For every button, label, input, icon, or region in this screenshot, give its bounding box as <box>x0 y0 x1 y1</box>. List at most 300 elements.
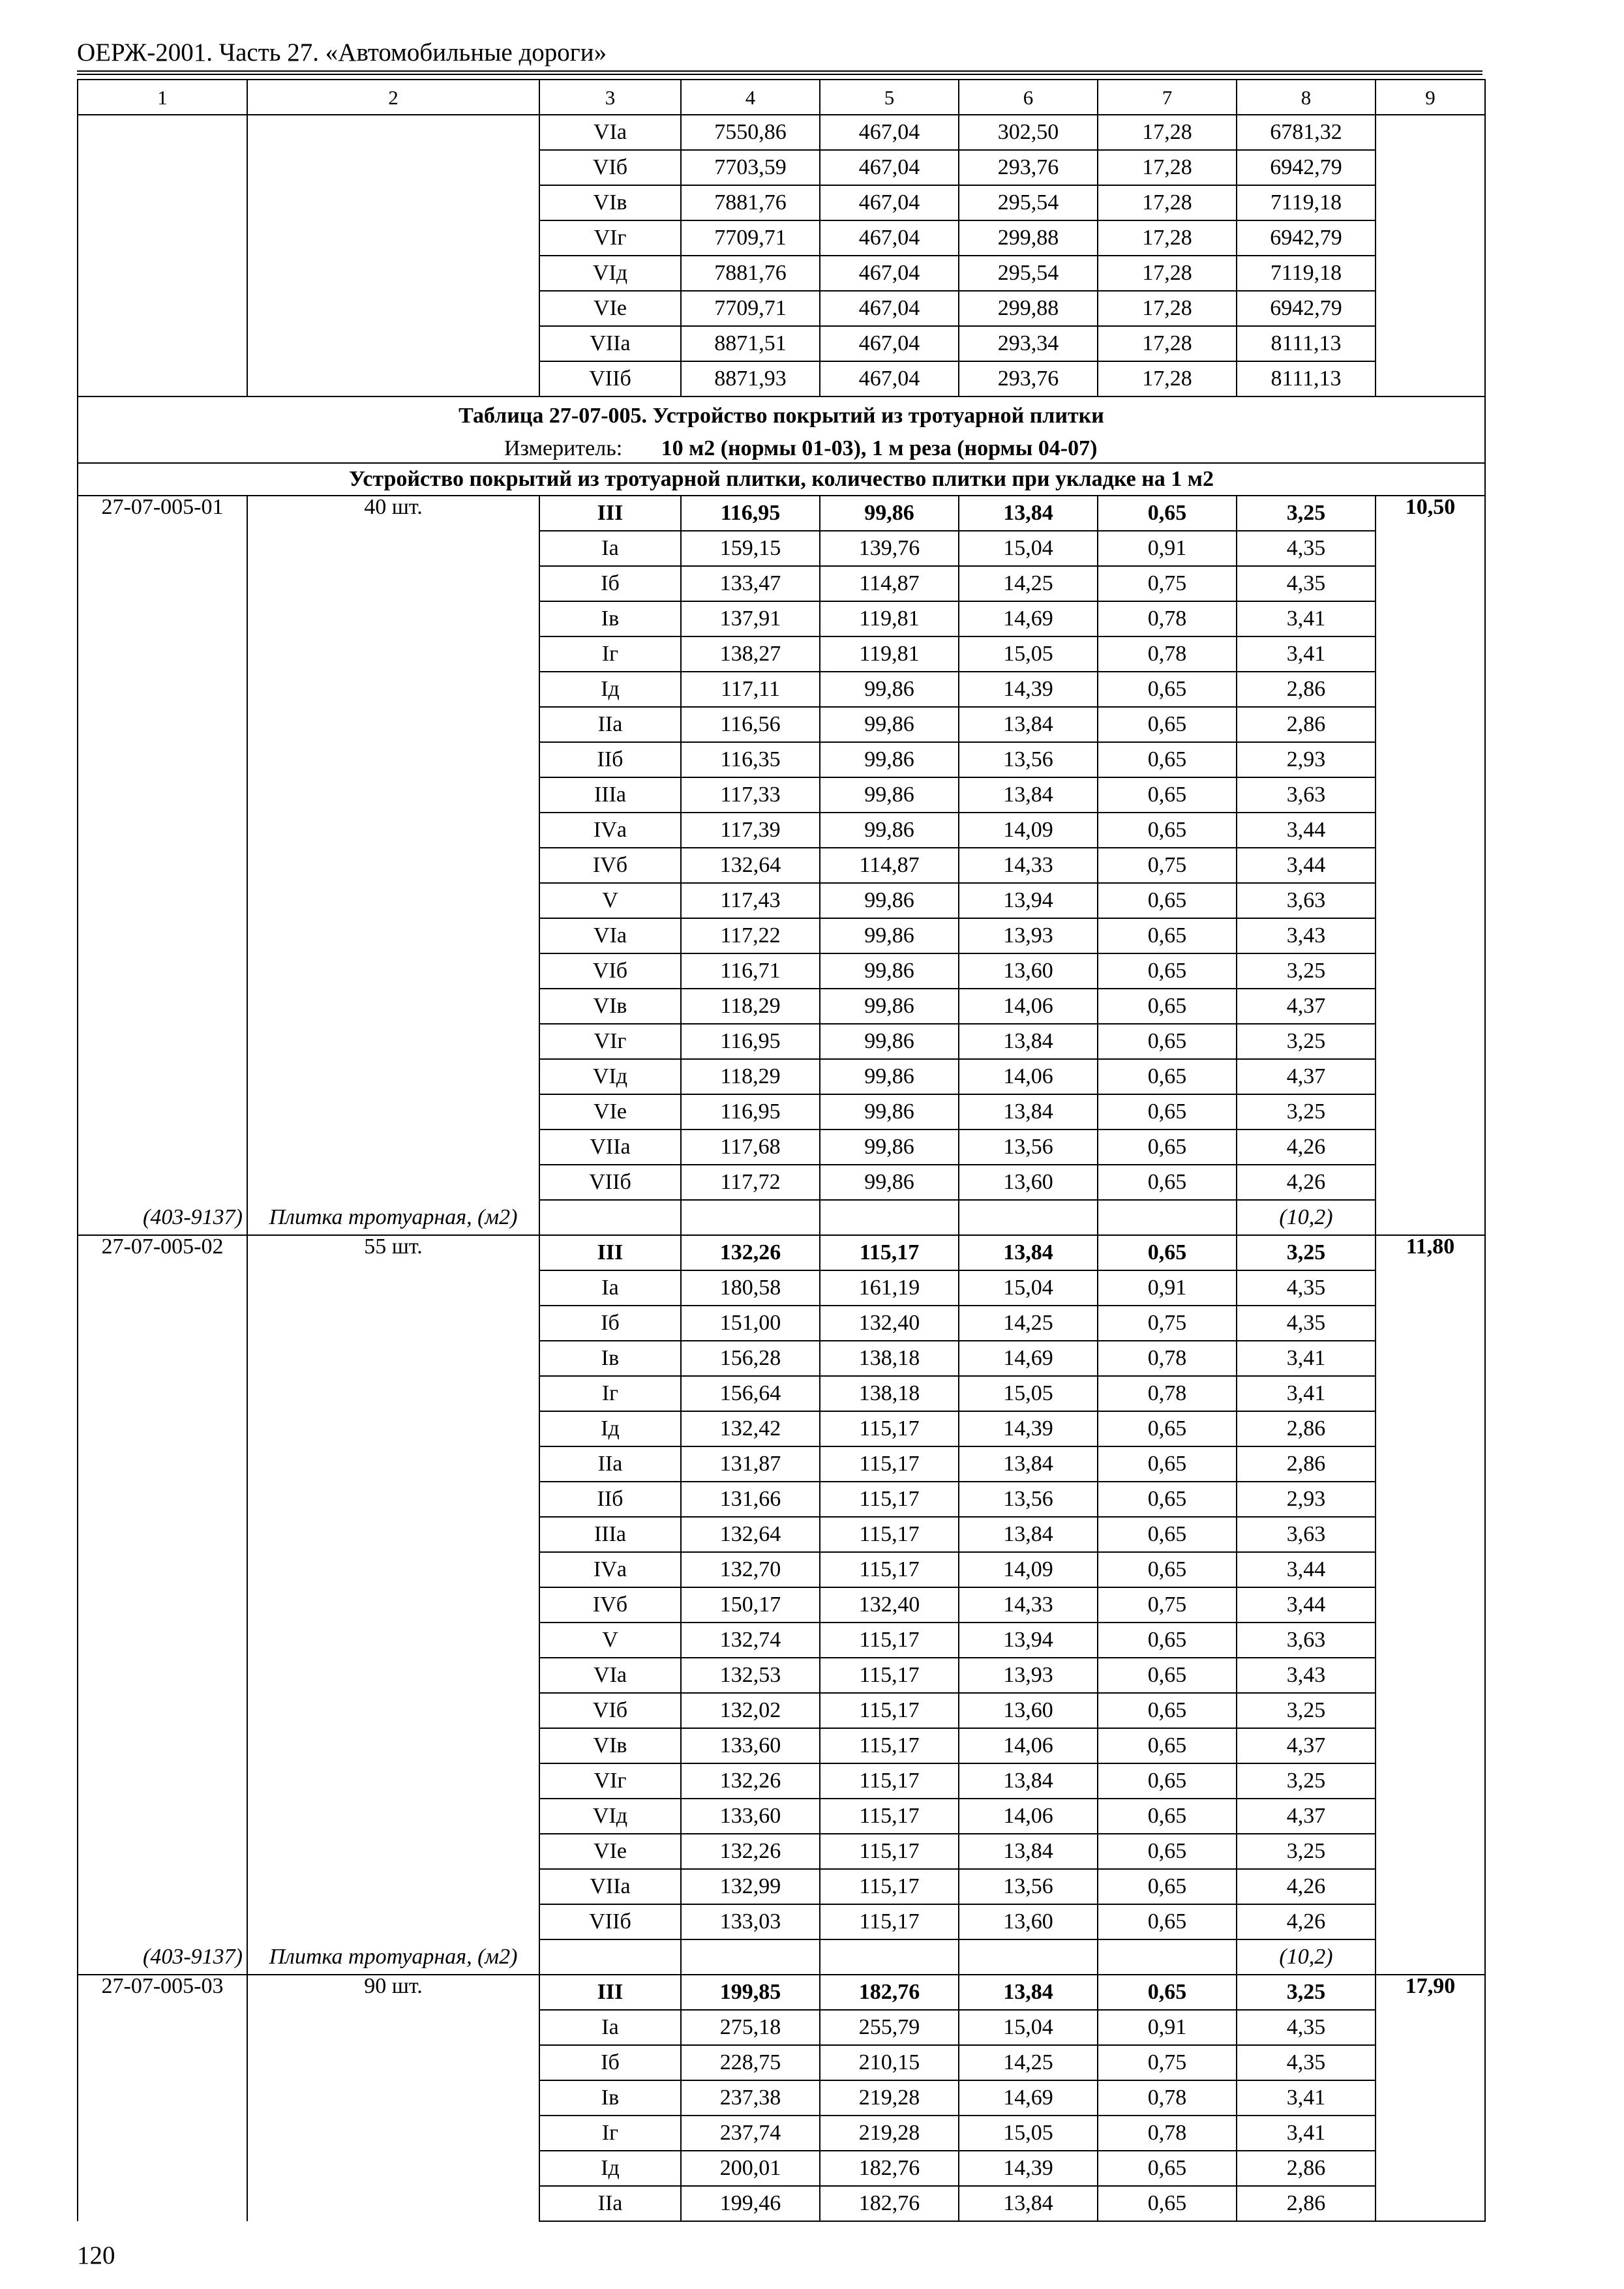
col9-cell <box>1376 220 1485 256</box>
value-cell: 13,60 <box>959 953 1098 989</box>
value-cell: 14,39 <box>959 672 1098 707</box>
empty-cell <box>959 1200 1098 1235</box>
value-cell: 132,26 <box>681 1235 820 1270</box>
value-cell: 131,66 <box>681 1482 820 1517</box>
value-cell: 132,02 <box>681 1693 820 1728</box>
value-cell: 119,81 <box>820 636 959 672</box>
norm-code: 27-07-005-03 <box>78 1975 247 2221</box>
section-row <box>78 463 1485 496</box>
value-cell: VIIб <box>539 1904 681 1939</box>
value-cell: 14,06 <box>959 1728 1098 1763</box>
value-cell: 4,26 <box>1237 1130 1376 1165</box>
desc-cell <box>247 185 539 220</box>
value-cell: 115,17 <box>820 1658 959 1693</box>
value-cell: 7881,76 <box>681 185 820 220</box>
value-cell: VIе <box>539 1094 681 1130</box>
value-cell: 0,65 <box>1098 883 1237 918</box>
value-cell: 0,65 <box>1098 1482 1237 1517</box>
value-cell: 3,63 <box>1237 883 1376 918</box>
value-cell: 0,91 <box>1098 531 1237 566</box>
value-cell: 295,54 <box>959 256 1098 291</box>
value-cell: 0,65 <box>1098 953 1237 989</box>
col9-cell <box>1376 361 1485 396</box>
table-row <box>78 496 1485 531</box>
material-code: (403-9137) <box>78 1939 247 1975</box>
value-cell: 99,86 <box>820 707 959 742</box>
value-cell: 99,86 <box>820 1130 959 1165</box>
value-cell: 17,28 <box>1098 326 1237 361</box>
value-cell: 117,11 <box>681 672 820 707</box>
value-cell: VIIа <box>539 1130 681 1165</box>
value-cell: 6942,79 <box>1237 291 1376 326</box>
value-cell: 14,25 <box>959 566 1098 601</box>
value-cell: 13,84 <box>959 1763 1098 1799</box>
value-cell: 467,04 <box>820 150 959 185</box>
column-header: 2 <box>247 80 539 115</box>
value-cell: 118,29 <box>681 1059 820 1094</box>
code-cell <box>78 115 247 150</box>
value-cell: 8871,93 <box>681 361 820 396</box>
value-cell: 115,17 <box>820 1517 959 1552</box>
value-cell: 4,26 <box>1237 1869 1376 1904</box>
value-cell: 132,53 <box>681 1658 820 1693</box>
code-cell <box>78 291 247 326</box>
value-cell: 0,75 <box>1098 1306 1237 1341</box>
value-cell: 0,65 <box>1098 1094 1237 1130</box>
value-cell: 199,85 <box>681 1975 820 2010</box>
value-cell: 14,25 <box>959 2045 1098 2080</box>
value-cell: IVа <box>539 1552 681 1587</box>
value-cell: 0,65 <box>1098 1024 1237 1059</box>
value-cell: 17,28 <box>1098 150 1237 185</box>
table-title <box>78 396 1485 434</box>
empty-cell <box>1098 1939 1237 1975</box>
page-number: 120 <box>77 2241 115 2269</box>
value-cell: VIIб <box>539 1165 681 1200</box>
table-row <box>78 326 1485 361</box>
value-cell: 114,87 <box>820 566 959 601</box>
material-qty: (10,2) <box>1237 1939 1376 1975</box>
value-cell: 13,84 <box>959 1975 1098 2010</box>
empty-cell <box>820 1200 959 1235</box>
value-cell: 3,63 <box>1237 777 1376 813</box>
empty-cell <box>1098 1200 1237 1235</box>
value-cell: 114,87 <box>820 848 959 883</box>
value-cell: 0,78 <box>1098 1341 1237 1376</box>
col9-cell <box>1376 115 1485 150</box>
value-cell: IIIа <box>539 1517 681 1552</box>
value-cell: 14,69 <box>959 601 1098 636</box>
page-header-title: ОЕРЖ-2001. Часть 27. «Автомобильные дороги» <box>77 38 607 67</box>
value-cell: 13,84 <box>959 707 1098 742</box>
value-cell: 133,60 <box>681 1728 820 1763</box>
value-cell: 17,28 <box>1098 115 1237 150</box>
value-cell: 199,46 <box>681 2186 820 2221</box>
norms-table <box>77 79 1486 2222</box>
value-cell: 13,84 <box>959 2186 1098 2221</box>
value-cell: 0,65 <box>1098 742 1237 777</box>
desc-cell <box>247 150 539 185</box>
norm-desc: 90 шт. <box>247 1975 539 2221</box>
value-cell: 14,06 <box>959 1059 1098 1094</box>
table-title-row <box>78 396 1485 434</box>
value-cell: 0,65 <box>1098 989 1237 1024</box>
column-header: 1 <box>78 80 247 115</box>
column-header: 7 <box>1098 80 1237 115</box>
empty-cell <box>959 1939 1098 1975</box>
value-cell: Iг <box>539 1376 681 1411</box>
value-cell: 99,86 <box>820 672 959 707</box>
value-cell: 0,78 <box>1098 636 1237 672</box>
value-cell: 0,75 <box>1098 566 1237 601</box>
value-cell: 15,04 <box>959 2010 1098 2045</box>
column-header: 8 <box>1237 80 1376 115</box>
norm-col9: 11,80 <box>1376 1235 1485 1975</box>
value-cell: 13,93 <box>959 1658 1098 1693</box>
value-cell: 0,65 <box>1098 2186 1237 2221</box>
value-cell: 2,86 <box>1237 1446 1376 1482</box>
header-rule <box>77 70 1482 72</box>
value-cell: 0,65 <box>1098 777 1237 813</box>
value-cell: 14,09 <box>959 1552 1098 1587</box>
measure-row <box>78 434 1485 463</box>
value-cell: 295,54 <box>959 185 1098 220</box>
value-cell: 13,56 <box>959 1869 1098 1904</box>
value-cell: 15,05 <box>959 2116 1098 2151</box>
column-header: 3 <box>539 80 681 115</box>
col9-cell <box>1376 150 1485 185</box>
value-cell: 3,41 <box>1237 636 1376 672</box>
value-cell: 3,25 <box>1237 1763 1376 1799</box>
value-cell: 0,65 <box>1098 1552 1237 1587</box>
value-cell: 3,25 <box>1237 1834 1376 1869</box>
value-cell: 116,56 <box>681 707 820 742</box>
value-cell: IIа <box>539 1446 681 1482</box>
table-row <box>78 361 1485 396</box>
value-cell: 0,75 <box>1098 848 1237 883</box>
value-cell: 467,04 <box>820 185 959 220</box>
value-cell: Iг <box>539 2116 681 2151</box>
value-cell: 299,88 <box>959 220 1098 256</box>
value-cell: 7119,18 <box>1237 256 1376 291</box>
material-code: (403-9137) <box>78 1200 247 1235</box>
value-cell: 4,26 <box>1237 1904 1376 1939</box>
value-cell: 138,27 <box>681 636 820 672</box>
value-cell: 6781,32 <box>1237 115 1376 150</box>
value-cell: 118,29 <box>681 989 820 1024</box>
table-row <box>78 220 1485 256</box>
value-cell: 14,69 <box>959 1341 1098 1376</box>
value-cell: 2,86 <box>1237 672 1376 707</box>
column-header: 5 <box>820 80 959 115</box>
value-cell: 0,65 <box>1098 1693 1237 1728</box>
value-cell: 161,19 <box>820 1270 959 1306</box>
value-cell: 0,65 <box>1098 707 1237 742</box>
column-header-row <box>78 80 1485 115</box>
value-cell: 132,40 <box>820 1306 959 1341</box>
col9-cell <box>1376 291 1485 326</box>
value-cell: IIа <box>539 707 681 742</box>
value-cell: 6942,79 <box>1237 150 1376 185</box>
value-cell: 159,15 <box>681 531 820 566</box>
value-cell: 13,60 <box>959 1165 1098 1200</box>
col9-cell <box>1376 185 1485 220</box>
value-cell: III <box>539 496 681 531</box>
value-cell: 4,35 <box>1237 566 1376 601</box>
value-cell: 7881,76 <box>681 256 820 291</box>
value-cell: 132,64 <box>681 1517 820 1552</box>
value-cell: 115,17 <box>820 1904 959 1939</box>
value-cell: 117,72 <box>681 1165 820 1200</box>
value-cell: 115,17 <box>820 1799 959 1834</box>
empty-cell <box>681 1200 820 1235</box>
value-cell: 0,75 <box>1098 2045 1237 2080</box>
value-cell: 4,35 <box>1237 2045 1376 2080</box>
table-row <box>78 115 1485 150</box>
value-cell: 14,09 <box>959 813 1098 848</box>
value-cell: 99,86 <box>820 1059 959 1094</box>
value-cell: 3,43 <box>1237 1658 1376 1693</box>
value-cell: 3,44 <box>1237 848 1376 883</box>
value-cell: 15,04 <box>959 531 1098 566</box>
desc-cell <box>247 326 539 361</box>
table-title-text: Таблица 27-07-005. Устройство покрытий из тротуарной плитки <box>459 403 1104 428</box>
value-cell: 210,15 <box>820 2045 959 2080</box>
value-cell: Iг <box>539 636 681 672</box>
value-cell: 219,28 <box>820 2116 959 2151</box>
value-cell: 0,91 <box>1098 2010 1237 2045</box>
value-cell: VIIб <box>539 361 681 396</box>
value-cell: 293,76 <box>959 150 1098 185</box>
material-name: Плитка тротуарная, (м2) <box>247 1200 539 1235</box>
value-cell: VIб <box>539 1693 681 1728</box>
value-cell: 3,44 <box>1237 1552 1376 1587</box>
norm-desc: 40 шт. <box>247 496 539 1200</box>
value-cell: 2,86 <box>1237 2151 1376 2186</box>
value-cell: 3,25 <box>1237 1975 1376 2010</box>
value-cell: 132,74 <box>681 1623 820 1658</box>
value-cell: 17,28 <box>1098 291 1237 326</box>
value-cell: 3,41 <box>1237 2080 1376 2116</box>
value-cell: 99,86 <box>820 813 959 848</box>
table-row <box>78 185 1485 220</box>
value-cell: 2,86 <box>1237 707 1376 742</box>
norm-code: 27-07-005-01 <box>78 496 247 1200</box>
value-cell: 14,39 <box>959 2151 1098 2186</box>
value-cell: VIб <box>539 150 681 185</box>
value-cell: 0,65 <box>1098 2151 1237 2186</box>
value-cell: 117,43 <box>681 883 820 918</box>
value-cell: IIб <box>539 742 681 777</box>
measure <box>78 434 1485 463</box>
value-cell: 115,17 <box>820 1693 959 1728</box>
value-cell: 182,76 <box>820 1975 959 2010</box>
value-cell: 119,81 <box>820 601 959 636</box>
value-cell: Iа <box>539 2010 681 2045</box>
header-rule-2 <box>77 74 1482 75</box>
value-cell: 8111,13 <box>1237 361 1376 396</box>
value-cell: 99,86 <box>820 1165 959 1200</box>
value-cell: 14,33 <box>959 1587 1098 1623</box>
value-cell: VIд <box>539 1799 681 1834</box>
material-qty: (10,2) <box>1237 1200 1376 1235</box>
value-cell: 467,04 <box>820 115 959 150</box>
value-cell: 3,25 <box>1237 1094 1376 1130</box>
value-cell: 151,00 <box>681 1306 820 1341</box>
value-cell: V <box>539 1623 681 1658</box>
desc-cell <box>247 115 539 150</box>
value-cell: 275,18 <box>681 2010 820 2045</box>
value-cell: 99,86 <box>820 742 959 777</box>
value-cell: 3,25 <box>1237 1024 1376 1059</box>
value-cell: 3,44 <box>1237 813 1376 848</box>
code-cell <box>78 326 247 361</box>
value-cell: 117,22 <box>681 918 820 953</box>
col9-cell <box>1376 326 1485 361</box>
value-cell: VIг <box>539 1024 681 1059</box>
column-header: 6 <box>959 80 1098 115</box>
value-cell: 4,37 <box>1237 989 1376 1024</box>
value-cell: 99,86 <box>820 883 959 918</box>
value-cell: Iд <box>539 1411 681 1446</box>
value-cell: 13,84 <box>959 1094 1098 1130</box>
value-cell: 13,60 <box>959 1904 1098 1939</box>
desc-cell <box>247 256 539 291</box>
value-cell: VIв <box>539 1728 681 1763</box>
value-cell: 0,65 <box>1098 1411 1237 1446</box>
value-cell: 99,86 <box>820 496 959 531</box>
norm-desc: 55 шт. <box>247 1235 539 1939</box>
value-cell: 3,63 <box>1237 1517 1376 1552</box>
table-row <box>78 150 1485 185</box>
value-cell: IVб <box>539 848 681 883</box>
value-cell: 115,17 <box>820 1446 959 1482</box>
value-cell: 115,17 <box>820 1869 959 1904</box>
value-cell: 467,04 <box>820 220 959 256</box>
value-cell: 0,65 <box>1098 1235 1237 1270</box>
value-cell: 132,40 <box>820 1587 959 1623</box>
value-cell: 117,33 <box>681 777 820 813</box>
value-cell: 3,43 <box>1237 918 1376 953</box>
value-cell: 13,56 <box>959 1482 1098 1517</box>
value-cell: 3,25 <box>1237 1693 1376 1728</box>
value-cell: 13,56 <box>959 742 1098 777</box>
value-cell: 15,04 <box>959 1270 1098 1306</box>
value-cell: 180,58 <box>681 1270 820 1306</box>
value-cell: 17,28 <box>1098 185 1237 220</box>
norm-col9: 17,90 <box>1376 1975 1485 2221</box>
value-cell: Iд <box>539 2151 681 2186</box>
value-cell: 116,95 <box>681 496 820 531</box>
value-cell: 293,34 <box>959 326 1098 361</box>
value-cell: 13,84 <box>959 1446 1098 1482</box>
value-cell: 0,65 <box>1098 1623 1237 1658</box>
value-cell: 116,95 <box>681 1024 820 1059</box>
value-cell: 115,17 <box>820 1623 959 1658</box>
measure-label: Измеритель: <box>504 436 623 460</box>
value-cell: 14,33 <box>959 848 1098 883</box>
value-cell: 4,26 <box>1237 1165 1376 1200</box>
value-cell: 132,42 <box>681 1411 820 1446</box>
value-cell: VIв <box>539 989 681 1024</box>
value-cell: 17,28 <box>1098 256 1237 291</box>
value-cell: 219,28 <box>820 2080 959 2116</box>
value-cell: IVб <box>539 1587 681 1623</box>
empty-cell <box>820 1939 959 1975</box>
value-cell: VIа <box>539 115 681 150</box>
value-cell: 8111,13 <box>1237 326 1376 361</box>
value-cell: 13,84 <box>959 1834 1098 1869</box>
value-cell: 99,86 <box>820 953 959 989</box>
value-cell: 116,35 <box>681 742 820 777</box>
value-cell: 137,91 <box>681 601 820 636</box>
value-cell: 14,06 <box>959 1799 1098 1834</box>
value-cell: 467,04 <box>820 326 959 361</box>
value-cell: 17,28 <box>1098 220 1237 256</box>
value-cell: 4,35 <box>1237 2010 1376 2045</box>
value-cell: 0,65 <box>1098 813 1237 848</box>
value-cell: 156,64 <box>681 1376 820 1411</box>
value-cell: 14,39 <box>959 1411 1098 1446</box>
value-cell: 0,65 <box>1098 1763 1237 1799</box>
section-title: Устройство покрытий из тротуарной плитки, количество плитки при укладке на 1 м2 <box>78 463 1485 496</box>
value-cell: 0,78 <box>1098 2116 1237 2151</box>
value-cell: 0,65 <box>1098 1869 1237 1904</box>
code-cell <box>78 256 247 291</box>
value-cell: 156,28 <box>681 1341 820 1376</box>
value-cell: 4,35 <box>1237 1306 1376 1341</box>
value-cell: 133,47 <box>681 566 820 601</box>
value-cell: 3,25 <box>1237 1235 1376 1270</box>
value-cell: 115,17 <box>820 1235 959 1270</box>
value-cell: 15,05 <box>959 636 1098 672</box>
value-cell: 115,17 <box>820 1728 959 1763</box>
value-cell: 0,65 <box>1098 1904 1237 1939</box>
value-cell: 0,65 <box>1098 1165 1237 1200</box>
empty-cell <box>539 1939 681 1975</box>
value-cell: 115,17 <box>820 1411 959 1446</box>
value-cell: 0,65 <box>1098 1799 1237 1834</box>
value-cell: 99,86 <box>820 1094 959 1130</box>
norm-col9: 10,50 <box>1376 496 1485 1235</box>
value-cell: Iа <box>539 1270 681 1306</box>
value-cell: 7703,59 <box>681 150 820 185</box>
value-cell: 132,26 <box>681 1834 820 1869</box>
value-cell: V <box>539 883 681 918</box>
value-cell: 150,17 <box>681 1587 820 1623</box>
value-cell: 2,86 <box>1237 2186 1376 2221</box>
value-cell: 3,44 <box>1237 1587 1376 1623</box>
value-cell: 2,86 <box>1237 1411 1376 1446</box>
value-cell: 13,93 <box>959 918 1098 953</box>
value-cell: 4,35 <box>1237 531 1376 566</box>
material-name: Плитка тротуарная, (м2) <box>247 1939 539 1975</box>
value-cell: 293,76 <box>959 361 1098 396</box>
value-cell: 302,50 <box>959 115 1098 150</box>
value-cell: 13,84 <box>959 1517 1098 1552</box>
value-cell: 0,65 <box>1098 1975 1237 2010</box>
column-header: 9 <box>1376 80 1485 115</box>
value-cell: IVа <box>539 813 681 848</box>
value-cell: 17,28 <box>1098 361 1237 396</box>
value-cell: III <box>539 1975 681 2010</box>
value-cell: VIг <box>539 220 681 256</box>
value-cell: 116,95 <box>681 1094 820 1130</box>
code-cell <box>78 185 247 220</box>
value-cell: 0,65 <box>1098 496 1237 531</box>
value-cell: 132,26 <box>681 1763 820 1799</box>
value-cell: 228,75 <box>681 2045 820 2080</box>
